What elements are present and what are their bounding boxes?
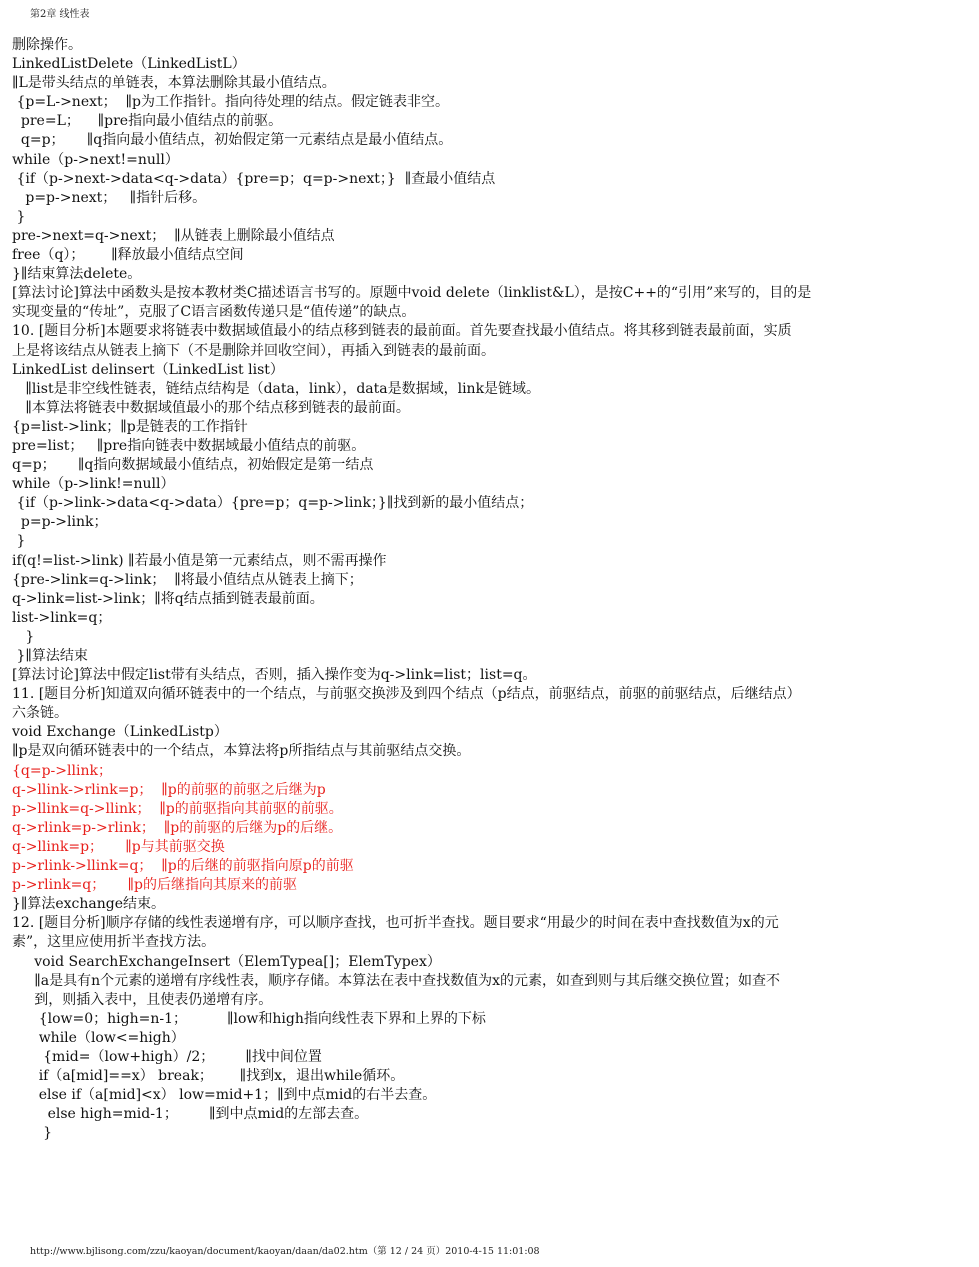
text-line: {low=0；high=n-1； ∥low和high指向线性表下界和上界的下标: [12, 1010, 486, 1027]
chapter-header: 第2章 线性表: [30, 9, 90, 20]
text-line: p=p->next； ∥指针后移。: [12, 189, 207, 206]
text-line: while（low<=high）: [12, 1029, 185, 1046]
text-line: }: [12, 628, 35, 645]
highlighted-code-line: p->llink=q->llink； ∥p的前驱指向其前驱的前驱。: [12, 800, 343, 817]
text-line: ∥list是非空线性链表，链结点结构是（data，link），data是数据域，link是链域。: [12, 380, 541, 397]
text-line: while（p->link!=null）: [12, 476, 175, 493]
text-line: LinkedListDelete（LinkedListL）: [12, 56, 246, 73]
text-line: 上是将该结点从链表上摘下（不是删除并回收空间），再插入到链表的最前面。: [12, 342, 495, 359]
text-line: {if（p->next->data<q->data）{pre=p；q=p->next；} ∥查最小值结点: [12, 170, 496, 187]
text-line: 11. [题目分析]知道双向循环链表中的一个结点，与前驱交换涉及到四个结点（p结点，前驱结点，前驱的前驱结点，后继结点）: [12, 686, 801, 703]
text-line: pre->next=q->next； ∥从链表上删除最小值结点: [12, 227, 335, 244]
text-line: else high=mid-1； ∥到中点mid的左部去查。: [12, 1106, 369, 1123]
text-line: 六条链。: [12, 705, 68, 722]
text-line: {pre->link=q->link； ∥将最小值结点从链表上摘下；: [12, 571, 363, 588]
text-line: 素”，这里应使用折半查找方法。: [12, 934, 216, 951]
text-line: {p=list->link；∥p是链表的工作指针: [12, 418, 248, 435]
text-line: p=p->link；: [12, 514, 108, 531]
text-line: 实现变量的“传址”，克服了C语言函数传递只是“值传递”的缺点。: [12, 304, 416, 321]
text-line: if（a[mid]==x） break； ∥找到x，退出while循环。: [12, 1068, 405, 1085]
text-line: ∥本算法将链表中数据域值最小的那个结点移到链表的最前面。: [12, 399, 410, 416]
text-line: 10. [题目分析]本题要求将链表中数据域值最小的结点移到链表的最前面。首先要查找最小值结点。将其移到链表最前面，实质: [12, 323, 792, 340]
text-line: 到，则插入表中，且使表仍递增有序。: [12, 991, 273, 1008]
text-line: pre=list； ∥pre指向链表中数据域最小值结点的前驱。: [12, 437, 366, 454]
text-line: 删除操作。: [12, 37, 82, 53]
text-line: void SearchExchangeInsert（ElemTypea[]；ElemTypex）: [12, 953, 441, 970]
text-line: q=p； ∥q指向数据域最小值结点，初始假定是第一结点: [12, 457, 374, 474]
text-line: [算法讨论]算法中函数头是按本教材类C描述语言书写的。原题中void delete（linklist&L），是按C++的“引用”来写的，目的是: [12, 285, 812, 302]
text-line: }: [12, 208, 26, 225]
text-line: 12. [题目分析]顺序存储的线性表递增有序，可以顺序查找，也可折半查找。题目要求“用最少的时间在表中查找数值为x的元: [12, 915, 779, 932]
text-line: }: [12, 533, 26, 550]
text-line: LinkedList delinsert（LinkedList list）: [12, 361, 284, 378]
text-line: while（p->next!=null）: [12, 151, 179, 168]
text-line: q->link=list->link；∥将q结点插到链表最前面。: [12, 590, 324, 607]
text-line: ∥p是双向循环链表中的一个结点，本算法将p所指结点与其前驱结点交换。: [12, 743, 471, 760]
text-line: [算法讨论]算法中假定list带有头结点，否则，插入操作变为q->link=list；list=q。: [12, 667, 537, 684]
text-line: else if（a[mid]<x） low=mid+1；∥到中点mid的右半去查。: [12, 1087, 437, 1104]
highlighted-code-line: q->llink=p； ∥p与其前驱交换: [12, 838, 225, 855]
highlighted-code-line: p->rlink=q； ∥p的后继指向其原来的前驱: [12, 877, 297, 894]
text-line: {p=L->next； ∥p为工作指针。指向待处理的结点。假定链表非空。: [12, 94, 449, 111]
page-footer: http://www.bjlisong.com/zzu/kaoyan/document/kaoyan/daan/da02.htm（第 12 / 24 页）2010-4-15 11:01:08: [30, 1246, 540, 1257]
text-line: ∥L是带头结点的单链表，本算法删除其最小值结点。: [12, 75, 336, 92]
text-line: ∥a是具有n个元素的递增有序线性表，顺序存储。本算法在表中查找数值为x的元素，如查到则与其后继交换位置；如查不: [12, 972, 780, 989]
text-line: free（q）； ∥释放最小值结点空间: [12, 247, 244, 264]
text-line: }∥算法结束: [12, 648, 88, 664]
text-line: list->link=q；: [12, 609, 112, 626]
text-line: {mid=（low+high）/2； ∥找中间位置: [12, 1048, 322, 1065]
highlighted-code-line: p->rlink->llink=q； ∥p的后继的前驱指向原p的前驱: [12, 858, 354, 875]
text-line: {if（p->link->data<q->data）{pre=p；q=p->link；}∥找到新的最小值结点；: [12, 495, 534, 512]
text-line: }∥结束算法delete。: [12, 266, 142, 283]
highlighted-code-line: q->rlink=p->rlink； ∥p的前驱的后继为p的后继。: [12, 819, 343, 836]
highlighted-code-line: {q=p->llink；: [12, 762, 112, 779]
text-line: if(q!=list->link) ∥若最小值是第一元素结点，则不需再操作: [12, 552, 387, 569]
text-line: }∥算法exchange结束。: [12, 896, 166, 913]
text-line: }: [12, 1125, 53, 1142]
text-line: void Exchange（LinkedListp）: [12, 724, 228, 741]
document-body: [12, 36, 967, 1143]
text-line: pre=L； ∥pre指向最小值结点的前驱。: [12, 113, 283, 130]
highlighted-code-line: q->llink->rlink=p； ∥p的前驱的前驱之后继为p: [12, 781, 326, 798]
text-line: q=p； ∥q指向最小值结点，初始假定第一元素结点是最小值结点。: [12, 132, 453, 149]
